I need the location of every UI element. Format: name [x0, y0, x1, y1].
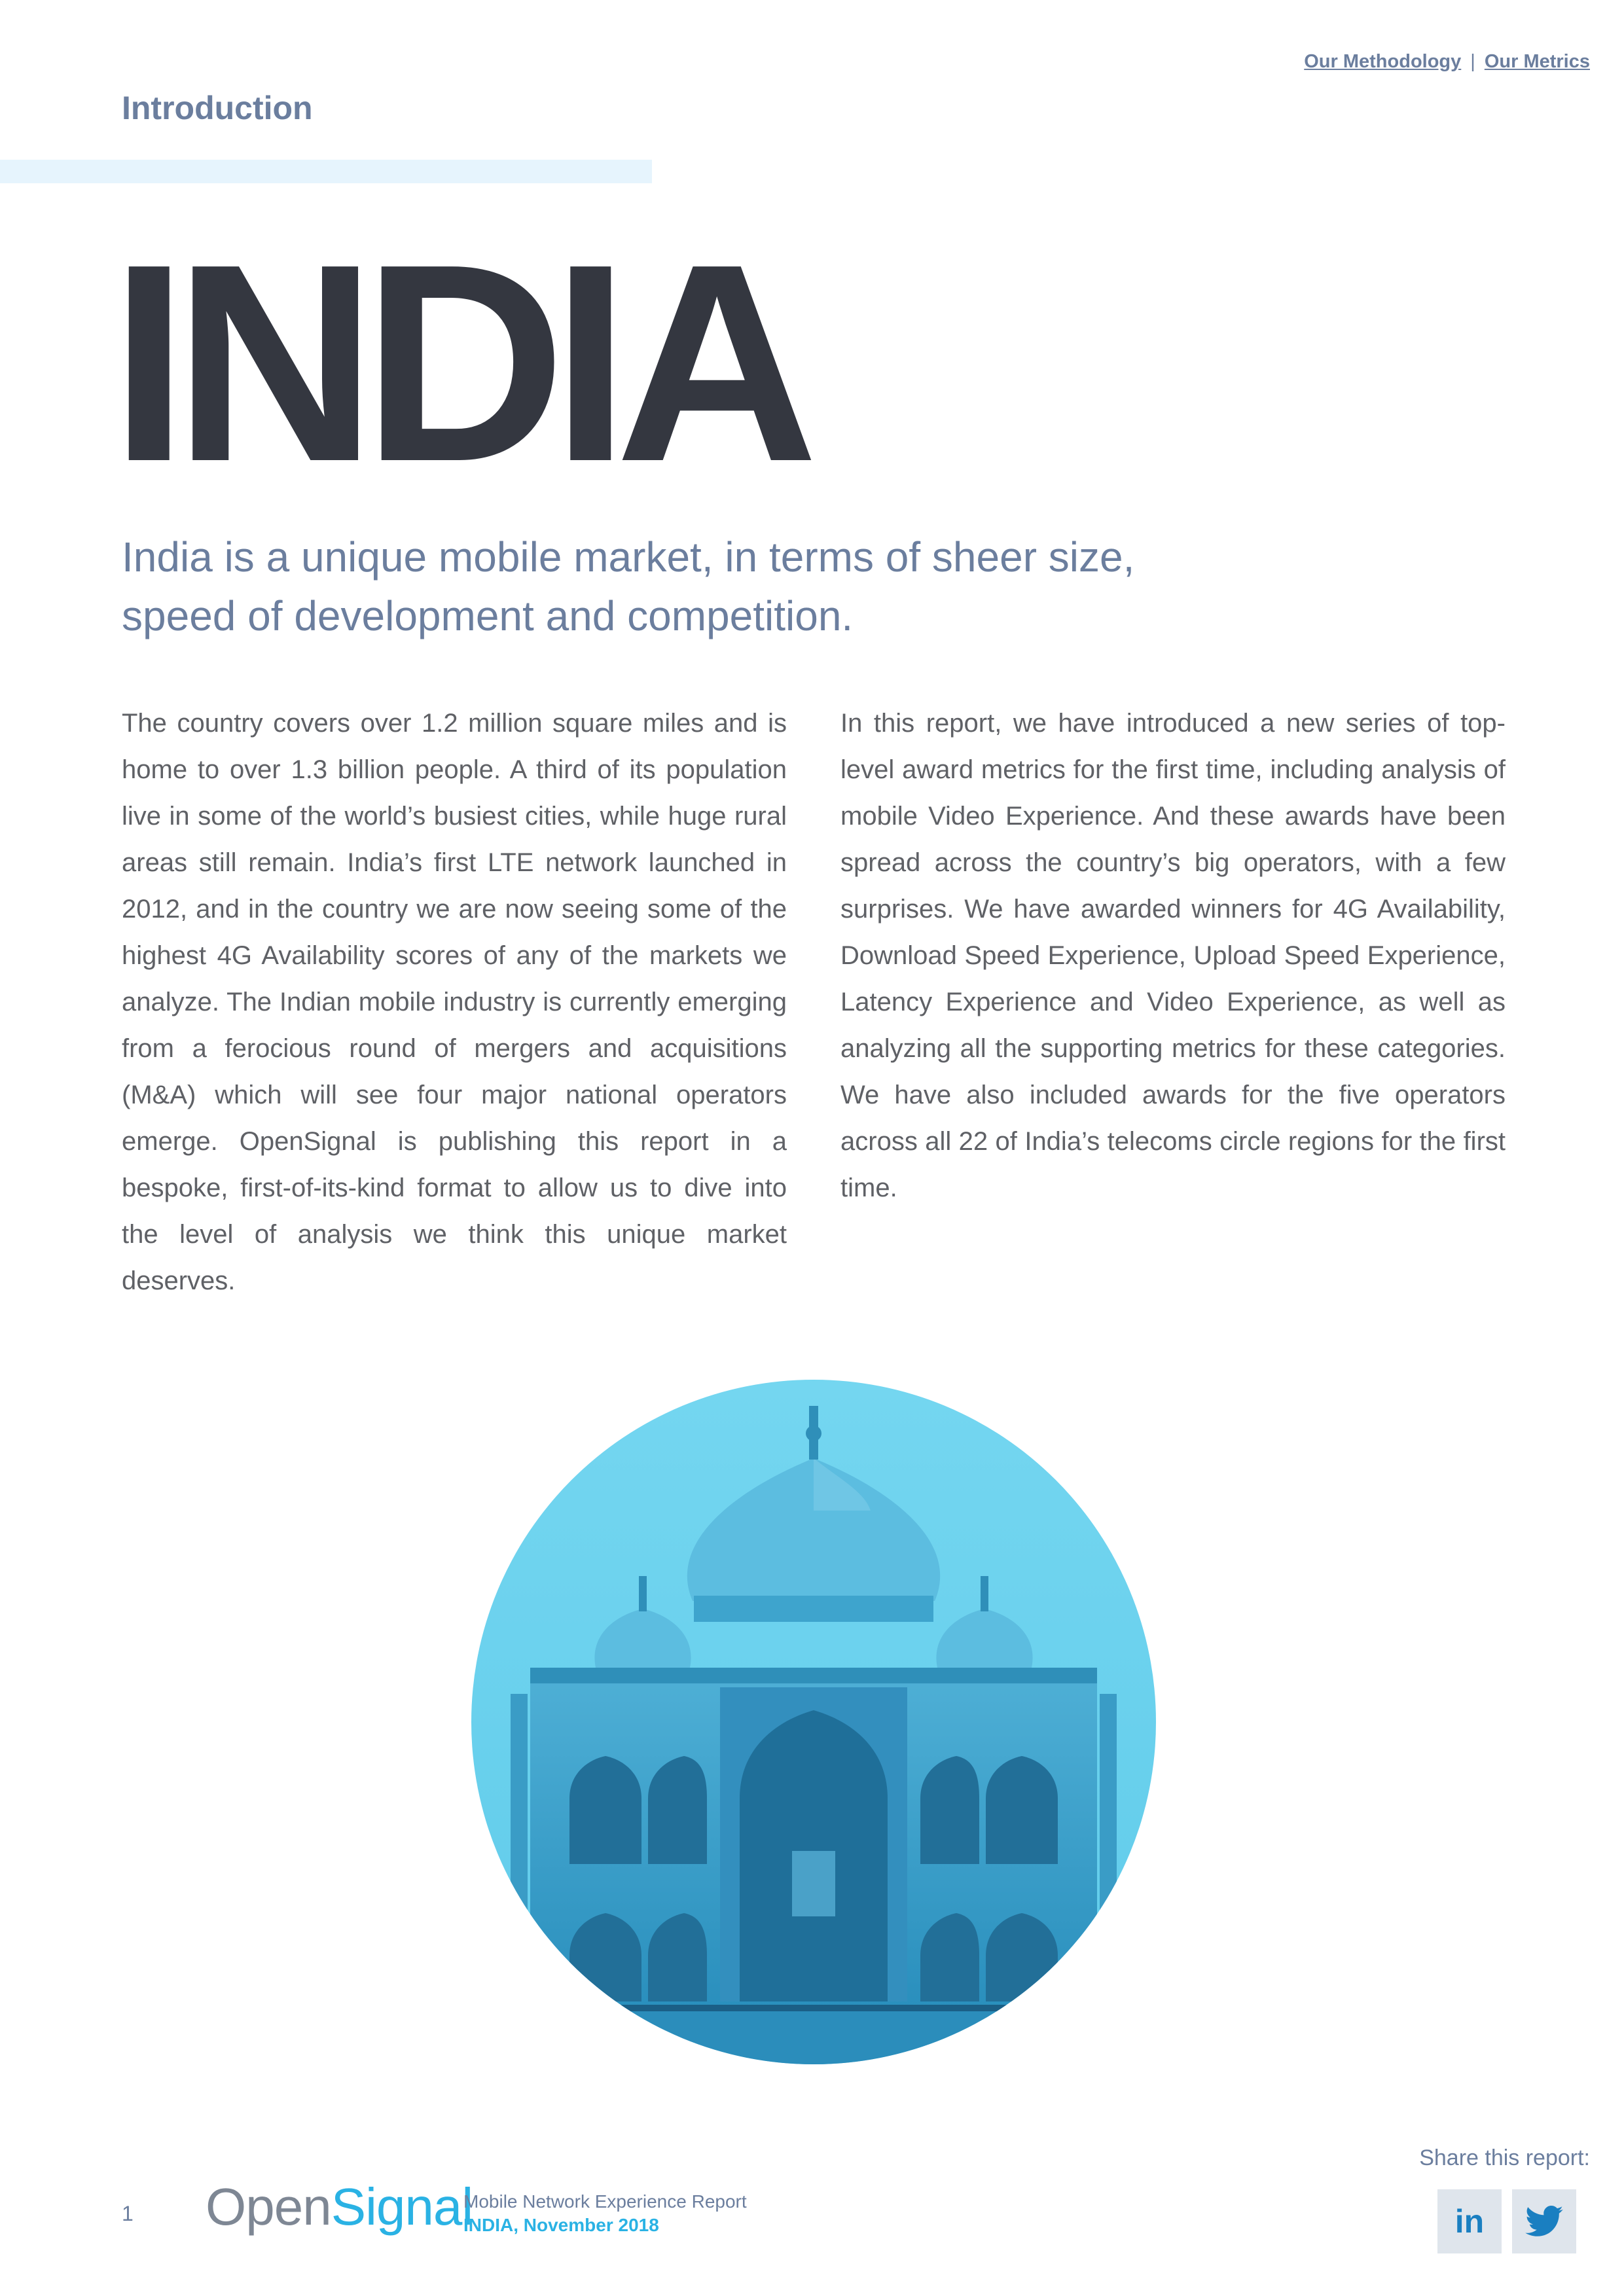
body-text-left-column: The country covers over 1.2 million square miles and is home to over 1.3 billion people. A third of its population live in some of the world’s busiest cities, while huge rural areas still remain. India’s first LTE network launched in 2012, and in the country we are now seeing some of the highest 4G Availability scores of any of the markets we analyze. The Indian mobile industry is currently emerging from a ferocious round of mergers and acquisitions (M&A) which will see four major national operators emerge. OpenSignal is publishing this report in a bespoke, first-of-its-kind format to allow us to dive into the level of analysis we think this unique market deserves.: [122, 709, 787, 1295]
twitter-share-button[interactable]: [1512, 2189, 1576, 2253]
taj-mahal-illustration: [471, 1380, 1156, 2064]
body-text-right-column: In this report, we have introduced a new series of top-level award metrics for the first time, including analysis of mobile Video Experience. And these awards have been spread across the country’s big operators, with a few surprises. We have awarded winners for 4G Availability, Download Speed Experience, Upload Speed Experience, Latency Experience and Video Experience, as well as analyzing all the supporting metrics for these categories. We have also included awards for the five operators across all 22 of India’s telecoms circle regions for the first time.: [840, 709, 1506, 1202]
right-minaret: [1100, 1694, 1117, 1982]
subtitle-line-2: speed of development and competition.: [122, 592, 854, 639]
crowd-line: [471, 2005, 1156, 2011]
left-upper-arch-2: [648, 1756, 707, 1864]
our-methodology-link[interactable]: Our Methodology: [1304, 51, 1462, 72]
right-upper-arch: [920, 1756, 979, 1864]
footer-edition: INDIA, November 2018: [463, 2215, 659, 2235]
footer-report-name: Mobile Network Experience Report: [463, 2191, 747, 2212]
right-finial: [981, 1576, 988, 1611]
section-title: Introduction: [122, 90, 313, 126]
nav-separator: |: [1470, 51, 1475, 72]
left-upper-arch: [569, 1756, 641, 1864]
our-metrics-link[interactable]: Our Metrics: [1484, 51, 1590, 72]
share-label: Share this report:: [1419, 2145, 1590, 2170]
dome-drum: [694, 1596, 933, 1622]
finial-bulb: [806, 1426, 821, 1441]
twitter-icon: [1525, 2206, 1563, 2237]
linkedin-icon: in: [1454, 2203, 1485, 2240]
taj-mahal-photo: [471, 1380, 1156, 2064]
ground: [471, 2008, 1156, 2064]
right-upper-arch-2: [986, 1756, 1058, 1864]
page-title: INDIA: [110, 206, 804, 520]
page-subtitle: [122, 528, 1235, 645]
linkedin-share-button[interactable]: [1437, 2189, 1502, 2253]
central-window: [792, 1851, 835, 1916]
top-navigation: [1304, 51, 1590, 73]
logo-open: Open: [206, 2178, 331, 2236]
opensignal-logo: [206, 2177, 473, 2237]
roof-line: [530, 1668, 1097, 1683]
section-divider-bar: [0, 160, 652, 183]
page-number: 1: [122, 2202, 134, 2225]
left-minaret: [511, 1694, 528, 1982]
logo-signal: Signal: [331, 2178, 473, 2236]
subtitle-line-1: India is a unique mobile market, in terms of sheer size,: [122, 533, 1135, 581]
left-finial: [639, 1576, 647, 1611]
